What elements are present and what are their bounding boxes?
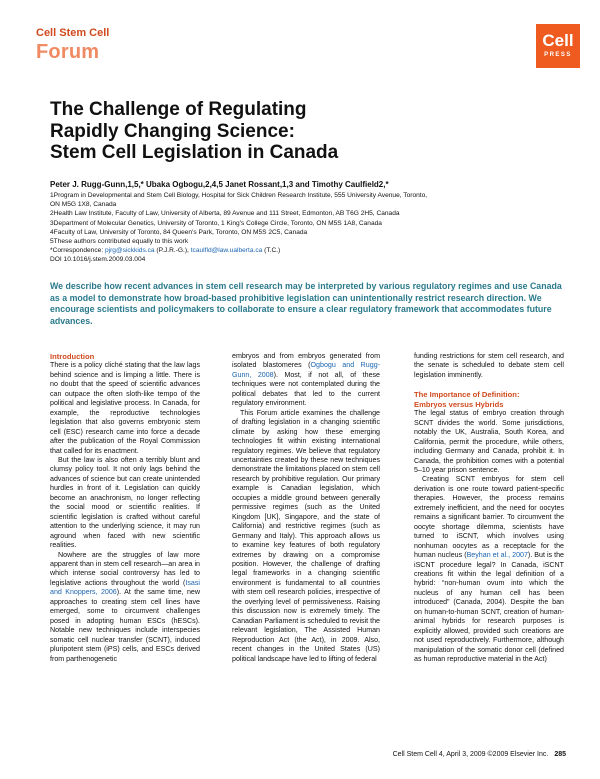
correspondence-line xyxy=(50,246,570,255)
cell-press-logo xyxy=(536,24,580,68)
paragraph: But the law is also often a terribly blunt and clumsy policy tool. It not only lags behind the advances of science but can create unintended hurdles in front of it. Legislation can quickly become an anachronism, no longer reflecting the social mood or scientific realities. If scientific legislation is crafted without careful attention to the underlying science, it may run aground when faced with new scientific realities. xyxy=(50,455,200,550)
section-heading-introduction: Introduction xyxy=(50,352,95,361)
paragraph-text: ). Most, if not all, of these techniques were not contemplated during the political debates that led to the current regulatory environment. xyxy=(232,370,381,408)
paragraph xyxy=(50,551,200,664)
author-list: Peter J. Rugg-Gunn,1,5,* Ubaka Ogbogu,2,4,5 Janet Rossant,1,3 and Timothy Caulfield2,* xyxy=(50,180,389,189)
section-heading-definition: The Importance of Definition: xyxy=(414,390,520,400)
column-2 xyxy=(232,352,380,664)
email-link-2[interactable]: tcaulfld@law.ualberta.ca xyxy=(190,247,263,255)
page-footer xyxy=(336,751,566,758)
article-title xyxy=(50,99,470,164)
title-line: Rapidly Changing Science: xyxy=(50,120,295,142)
abstract: We describe how recent advances in stem cell research may be interpreted by various regulatory regimes and use Canada as a model to demonstrate how broad-based prohibitive legislation can unintentionally restrict research direction. We encourage scientists and policymakers to collaborate to ensure a clear regulatory framework that accommodates future advances. xyxy=(50,281,562,326)
logo-sub-text: PRESS xyxy=(544,52,572,58)
paragraph-text: embryos and from embryos generated from isolated blastomeres ( xyxy=(232,352,380,370)
title-line: The Challenge of Regulating xyxy=(50,99,307,120)
correspondence-text: (T.C.) xyxy=(262,247,281,255)
paragraph xyxy=(232,352,380,409)
paragraph: funding restrictions for stem cell research, and the senate is scheduled to debate stem cell legislation imminently. xyxy=(414,352,564,379)
logo-main-text: Cell xyxy=(542,31,574,50)
affiliation-line: 4Faculty of Law, University of Toronto, 84 Queen's Park, Toronto, ON M5S 2C5, Canada xyxy=(50,228,308,236)
paragraph: There is a policy cliché stating that the law lags behind science and is limping a little. There is no doubt that the speed of scientific advances can outpace the often sloth-like tempo of the political and legislative process. In Canada, for example, the reproductive technologies legislation that also governs embryonic stem cell (ESC) research came into force a decade after the publication of the Royal Commission that called for its enactment. xyxy=(50,361,200,455)
paragraph-text: Creating SCNT embryos for stem cell derivation is one route toward patient-specific therapies. However, the process remains extremely inefficient, and the need for oocytes remains a significant barrier. To circumvent the oocyte shortage dilemma, scientists have turned to iSCNT, which involves using nonhuman oocytes as a receptacle for the human nucleus ( xyxy=(414,475,564,560)
correspondence-label: *Correspondence: xyxy=(50,247,105,255)
page-number: 285 xyxy=(554,751,566,758)
email-link-1[interactable]: pjrg@sickkids.ca xyxy=(104,247,155,255)
affiliation-line: ON M5G 1X8, Canada xyxy=(50,201,117,209)
citation-link[interactable]: Beyhan et al., 2007 xyxy=(466,551,528,560)
citation-link[interactable]: Isasi and Knoppers, 2006 xyxy=(50,578,200,597)
citation-link[interactable]: Ogbogu and Rugg-Gunn, 2008 xyxy=(232,361,380,379)
journal-name: Cell Stem Cell xyxy=(36,27,110,39)
section-label: Forum xyxy=(36,41,100,63)
affiliations xyxy=(50,191,570,265)
paragraph: This Forum article examines the challenge of drafting legislation in a changing scientific climate by asking how these emerging technologies fit within existing international regulatory regimes. We believe that regulatory uncertainties created by these new techniques demonstrate the limitations placed on stem cell research by prohibitive regulation. Our primary example is Canadian legislation, which occupies a middle ground between generally permissive regimes (such as the United Kingdom [UK], Singapore, and the state of California) and restrictive regimes (such as Germany and Italy). This approach allows us to examine key features of both regulatory extremes by drawing on a compromise position. However, the challenge of drafting legal frameworks in a changing scientific environment is fundamental to all countries with stem cell research policies, irrespective of the overlying level of permissiveness. Raising this discussion now is extremely timely. The Canadian Parliament is scheduled to revisit the relevant legislation, The Assisted Human Reproduction Act (the Act), in 2009. Also, recent changes in the United States (US) political landscape have led to lifting of federal xyxy=(232,408,380,663)
affiliation-line: 3Department of Molecular Genetics, University of Toronto, 1 King's College Circle, Toronto, ON M5S 1A8, Canada xyxy=(50,219,382,227)
paragraph-text: Nowhere are the struggles of law more apparent than in stem cell research—an area in which intense social controversy has led to legislative actions throughout the world ( xyxy=(50,550,200,587)
column-3 xyxy=(414,352,564,665)
affiliation-line: 1Program in Developmental and Stem Cell Biology, Hospital for Sick Children Research Institute, 555 University Avenue, Toronto, xyxy=(50,192,428,199)
paragraph: The legal status of embryo creation through SCNT divides the world. Some jurisdictions, notably the UK, Australia, South Korea, and California, permit the procedure, while others, including Germany and Canada, prohibit it. In Canada, the prohibition comes with a potential 5–10 year prison sentence. xyxy=(414,409,564,474)
doi: DOI 10.1016/j.stem.2009.03.004 xyxy=(50,256,146,264)
paragraph-text: ). At the same time, new approaches to creating stem cell lines have emerged, some to circumvent challenges posed in adopting human ESCs (hESCs). Notable new techniques include interspecies somatic cell nuclear transfer (SCNT), induced pluripotent stem (iPS) cells, and ESCs derived from parthenogenetic xyxy=(50,588,200,663)
correspondence-text: (P.J.R.-G.), xyxy=(154,247,191,255)
affiliation-line: 2Health Law Institute, Faculty of Law, University of Alberta, 89 Avenue and 111 Street, Edmonton, AB T6G 2H5, Canada xyxy=(50,210,400,218)
paragraph xyxy=(414,475,564,664)
paragraph-text: ). But is the iSCNT procedure legal? In Canada, iSCNT creations fit within the legal definition of a hybrid: “non-human ovum into which the nucleus of any human cell has been introduced” (Canada, 2004). Despite the ban on human-to-human SCNT, creation of human-animal hybrids for research purposes is explicitly allowed, provided such creations are not used reproductively. Furthermore, although manipulation of the somatic donor cell (defined as human reproductive material in the Act) xyxy=(414,551,564,664)
affiliation-line: 5These authors contributed equally to this work xyxy=(50,238,189,246)
footer-citation: Cell Stem Cell 4, April 3, 2009 ©2009 Elsevier Inc. xyxy=(392,751,549,758)
section-heading-definition-line2: Embryos versus Hybrids xyxy=(414,399,504,409)
title-line: Stem Cell Legislation in Canada xyxy=(50,142,339,163)
column-1 xyxy=(50,352,200,664)
